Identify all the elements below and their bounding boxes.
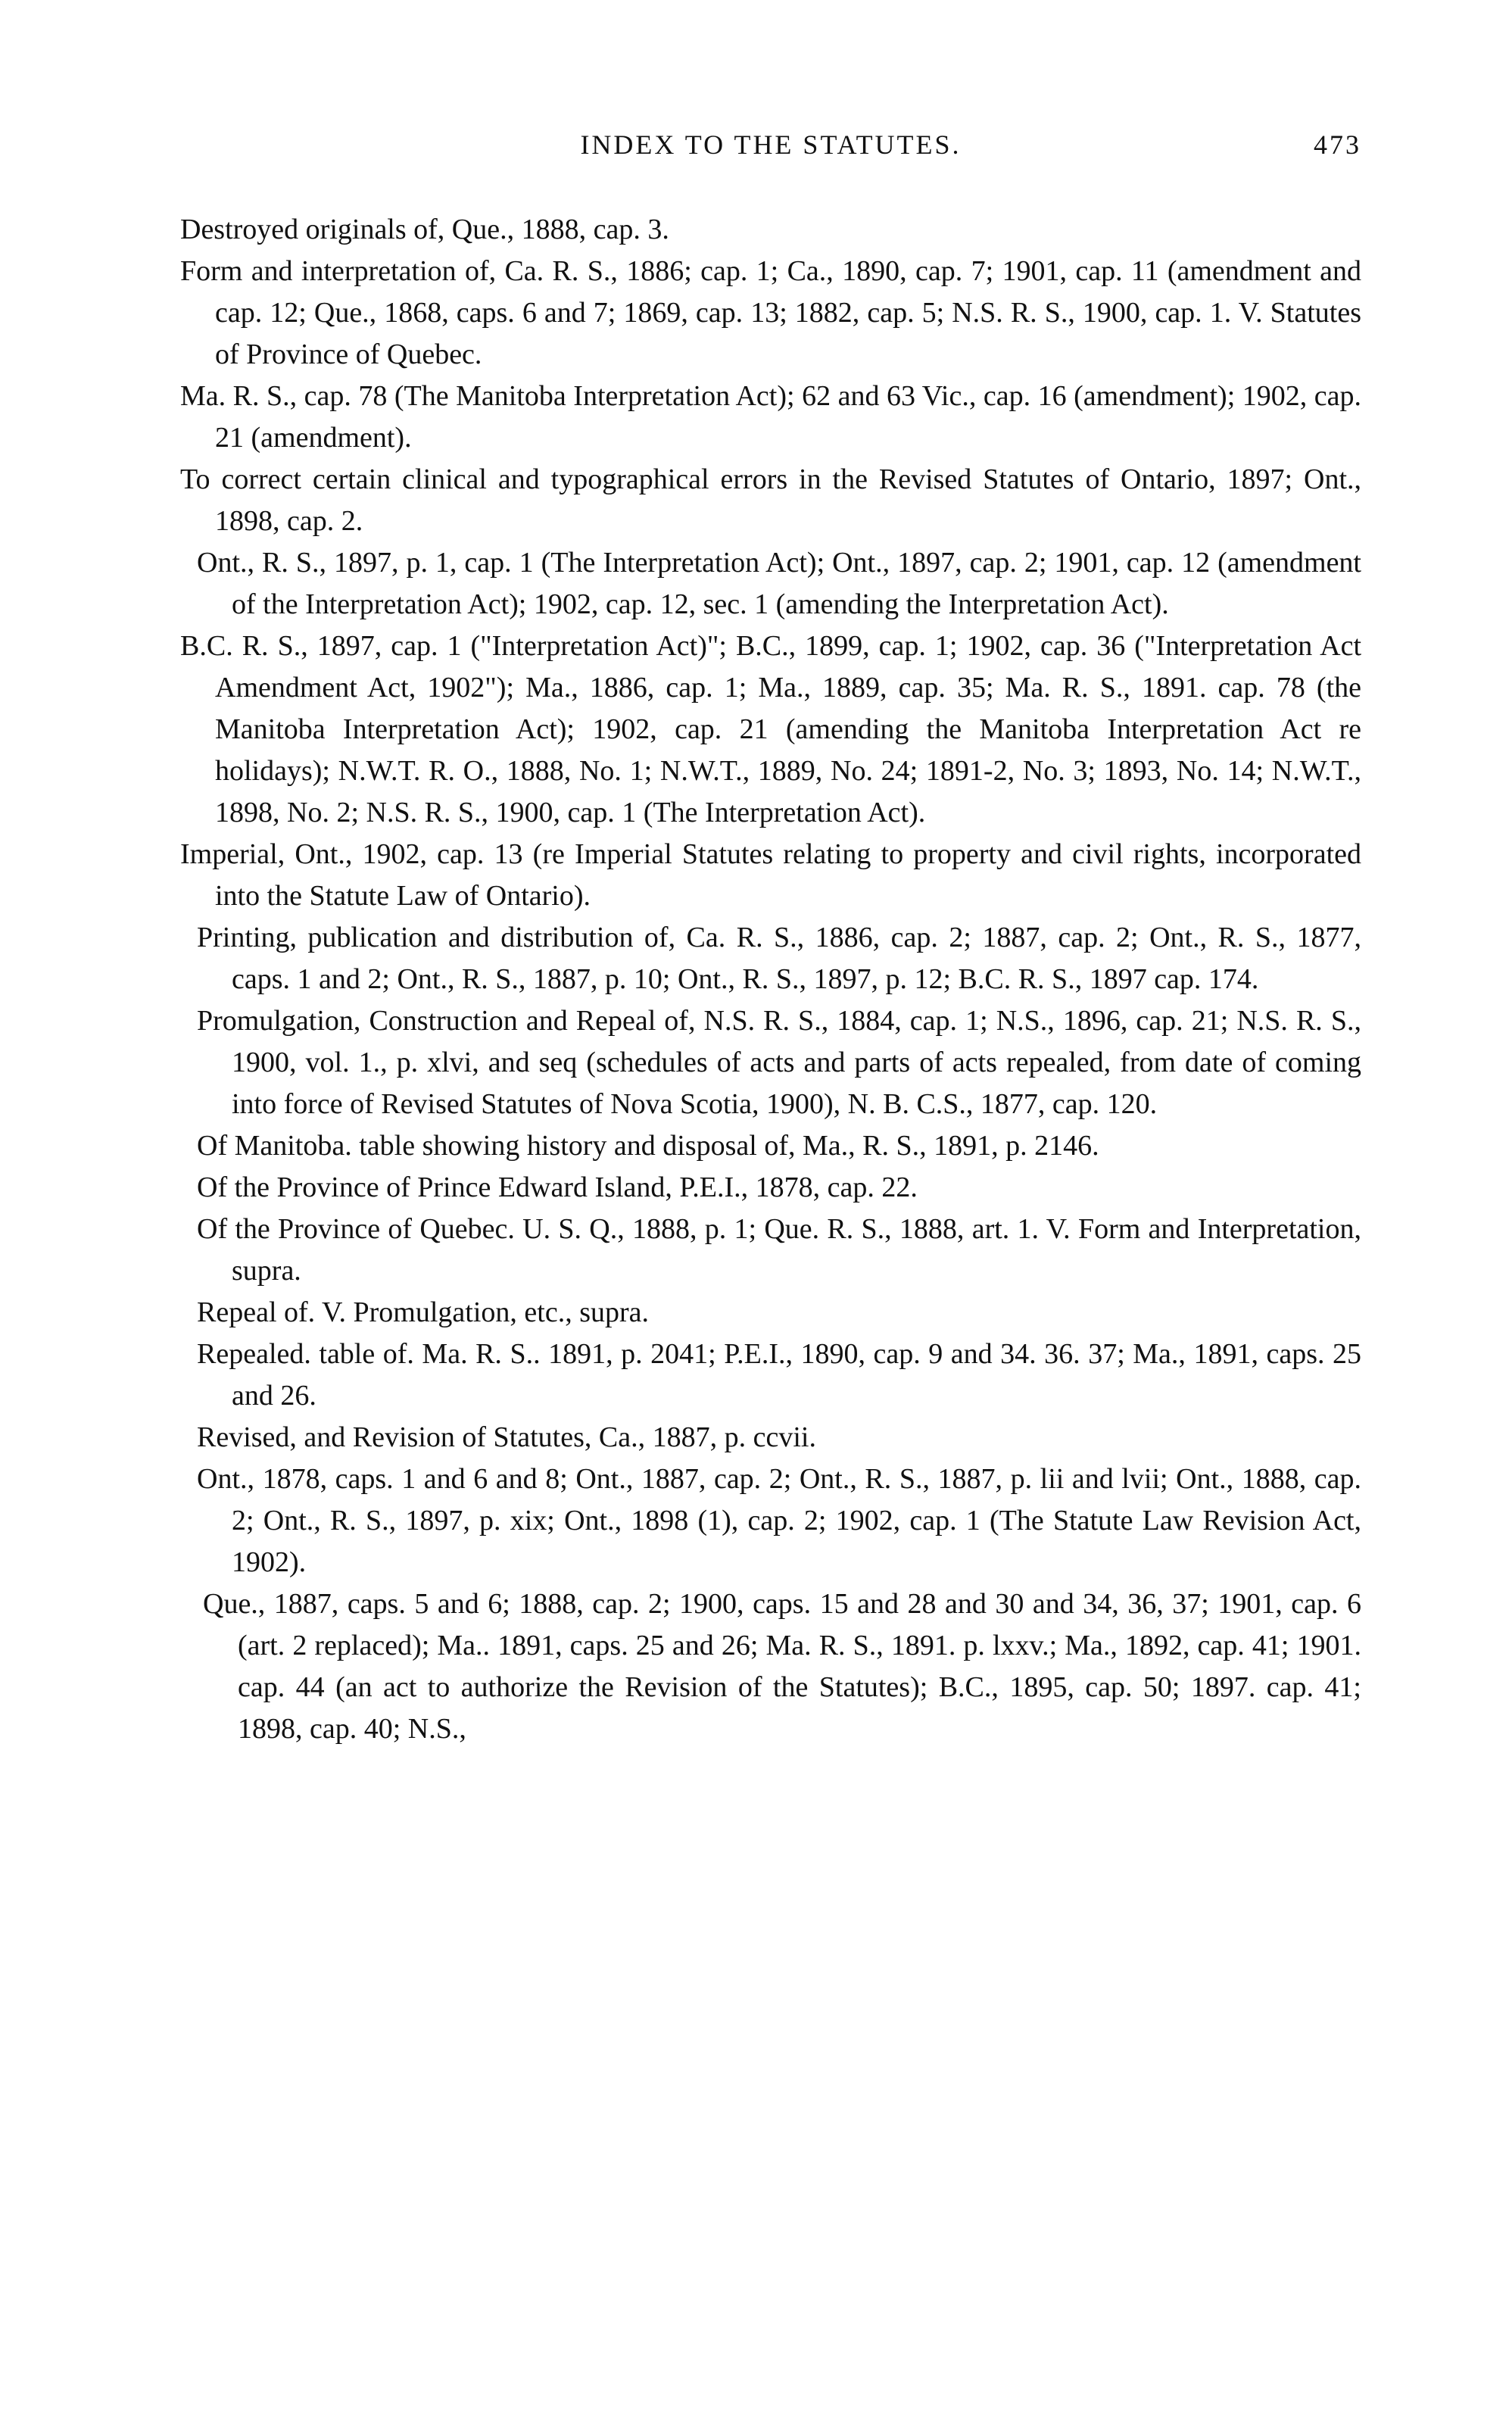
index-body (180, 209, 1361, 1750)
index-entry: Ont., 1878, caps. 1 and 6 and 8; Ont., 1887, cap. 2; Ont., R. S., 1887, p. lii and lvii; Ont., 1888, cap. 2; Ont., R. S., 1897, p. xix; Ont., 1898 (1), cap. 2; 1902, cap. 1 (The Statute Law Revision Act, 1902). (197, 1463, 1361, 1578)
index-entry: Repealed. table of. Ma. R. S.. 1891, p. 2041; P.E.I., 1890, cap. 9 and 34. 36. 37; Ma., 1891, caps. 25 and 26. (197, 1338, 1361, 1412)
index-entry: Imperial, Ont., 1902, cap. 13 (re Imperial Statutes relating to property and civil rights, incorporated into the Statute Law of Ontario). (180, 838, 1361, 912)
index-entry: To correct certain clinical and typographical errors in the Revised Statutes of Ontario, 1897; Ont., 1898, cap. 2. (180, 463, 1361, 537)
index-entry: B.C. R. S., 1897, cap. 1 ("Interpretation Act)"; B.C., 1899, cap. 1; 1902, cap. 36 ("Interpretation Act Amendment Act, 1902"); Ma., 1886, cap. 1; Ma., 1889, cap. 35; Ma. R. S., 1891. cap. 78 (the Manitoba Interpretation Act); 1902, cap. 21 (amending the Manitoba Interpretation Act re holidays); N.W.T. R. O., 1888, No. 1; N.W.T., 1889, No. 24; 1891-2, No. 3; 1893, No. 14; N.W.T., 1898, No. 2; N.S. R. S., 1900, cap. 1 (The Interpretation Act). (180, 630, 1361, 828)
index-entry: Promulgation, Construction and Repeal of, N.S. R. S., 1884, cap. 1; N.S., 1896, cap. 21; N.S. R. S., 1900, vol. 1., p. xlvi, and seq (schedules of acts and parts of acts repealed, from date of coming into force of Revised Statutes of Nova Scotia, 1900), N. B. C.S., 1877, cap. 120. (197, 1005, 1361, 1120)
index-entry: Destroyed originals of, Que., 1888, cap. 3. (180, 214, 669, 245)
index-entry: Form and interpretation of, Ca. R. S., 1886; cap. 1; Ca., 1890, cap. 7; 1901, cap. 11 (amendment and cap. 12; Que., 1868, caps. 6 and 7; 1869, cap. 13; 1882, cap. 5; N.S. R. S., 1900, cap. 1. V. Statutes of Province of Quebec. (180, 255, 1361, 370)
running-header (180, 129, 1361, 177)
index-entry: Revised, and Revision of Statutes, Ca., 1887, p. ccvii. (197, 1421, 816, 1453)
index-entry: Printing, publication and distribution of, Ca. R. S., 1886, cap. 2; 1887, cap. 2; Ont., R. S., 1877, caps. 1 and 2; Ont., R. S., 1887, p. 10; Ont., R. S., 1897, p. 12; B.C. R. S., 1897 cap. 174. (197, 922, 1361, 995)
index-entry: Ma. R. S., cap. 78 (The Manitoba Interpretation Act); 62 and 63 Vic., cap. 16 (amendment); 1902, cap. 21 (amendment). (180, 380, 1361, 454)
document-page (180, 129, 1361, 1750)
index-entry: Of the Province of Prince Edward Island, P.E.I., 1878, cap. 22. (197, 1171, 918, 1203)
index-entry: Repeal of. V. Promulgation, etc., supra. (197, 1296, 649, 1328)
index-entry: Ont., R. S., 1897, p. 1, cap. 1 (The Interpretation Act); Ont., 1897, cap. 2; 1901, cap. 12 (amendment of the Interpretation Act); 1902, cap. 12, sec. 1 (amending the Interpretation Act). (197, 547, 1361, 620)
page-number: 473 (1314, 129, 1361, 160)
index-entry: Of Manitoba. table showing history and disposal of, Ma., R. S., 1891, p. 2146. (197, 1130, 1099, 1162)
index-entry: Of the Province of Quebec. U. S. Q., 1888, p. 1; Que. R. S., 1888, art. 1. V. Form and Interpretation, supra. (197, 1213, 1361, 1287)
index-entry: Que., 1887, caps. 5 and 6; 1888, cap. 2; 1900, caps. 15 and 28 and 30 and 34, 36, 37; 1901, cap. 6 (art. 2 replaced); Ma.. 1891, caps. 25 and 26; Ma. R. S., 1891. p. lxxv.; Ma., 1892, cap. 41; 1901. cap. 44 (an act to authorize the Revision of the Statutes); B.C., 1895, cap. 50; 1897. cap. 41; 1898, cap. 40; N.S., (203, 1588, 1361, 1745)
page-title: INDEX TO THE STATUTES. (580, 129, 962, 160)
